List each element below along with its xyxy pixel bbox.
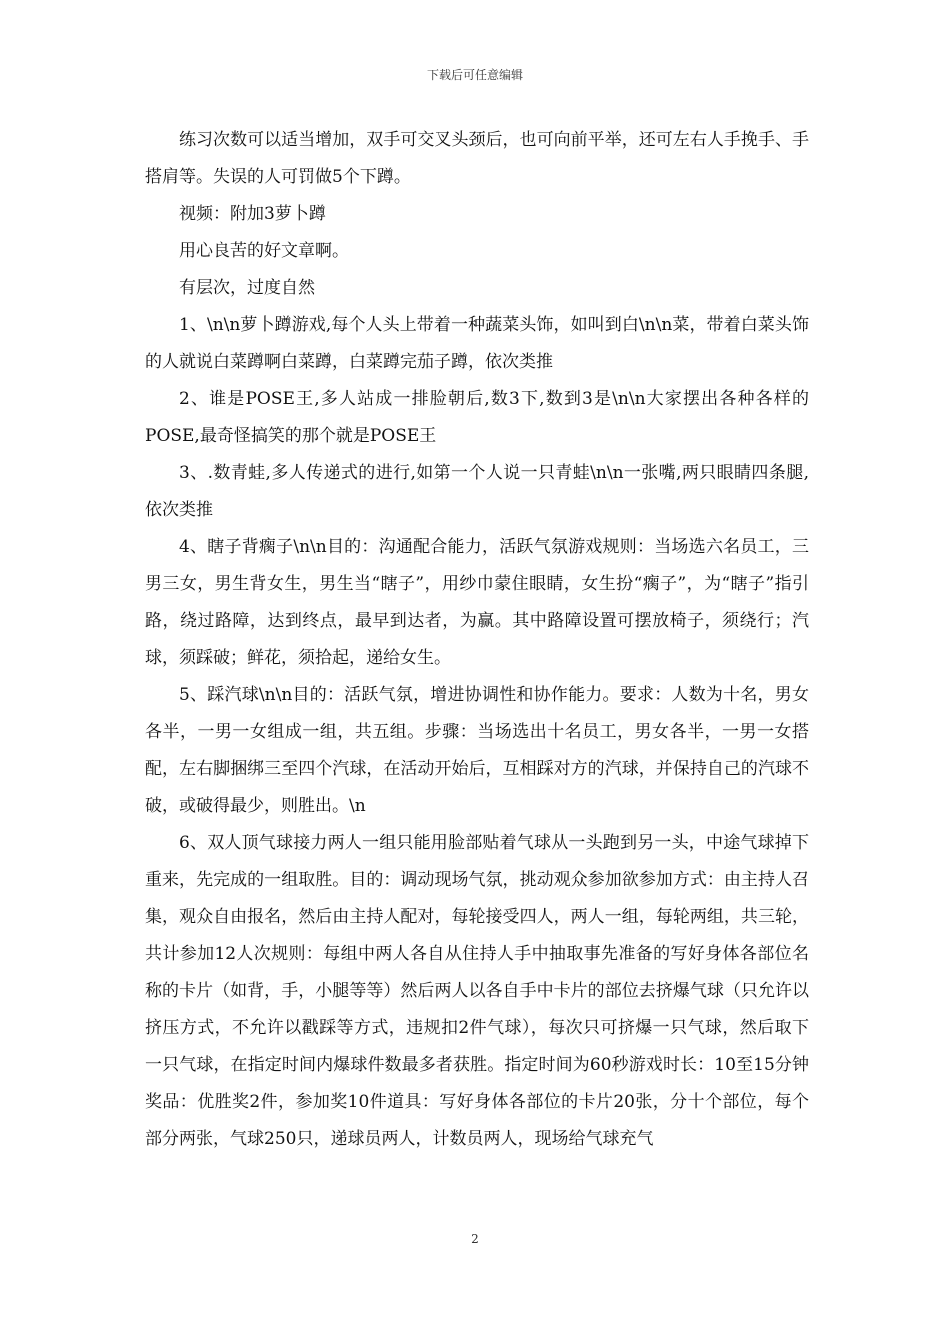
paragraph: 有层次，过度自然 [179, 278, 315, 298]
paragraph: 练习次数可以适当增加，双手可交叉头颈后，也可向前平举，还可左右人手挽手、手搭肩等。失误的人可罚做5个下蹲。 [145, 130, 809, 187]
paragraph: 2、谁是POSE王,多人站成一排脸朝后,数3下,数到3是\n\n大家摆出各种各样的POSE,最奇怪搞笑的那个就是POSE王 [145, 389, 809, 446]
paragraph: 视频：附加3萝卜蹲 [179, 204, 326, 224]
document-body [145, 122, 809, 1158]
paragraph: 4、瞎子背瘸子\n\n目的：沟通配合能力，活跃气氛游戏规则：当场选六名员工，三男三女，男生背女生，男生当“瞎子”，用纱巾蒙住眼睛，女生扮“瘸子”，为“瞎子”指引路，绕过路障，达到终点，最早到达者，为赢。其中路障设置可摆放椅子，须绕行；汽球，须踩破；鲜花，须拾起，递给女生。 [145, 537, 809, 668]
paragraph: 6、双人顶气球接力两人一组只能用脸部贴着气球从一头跑到另一头，中途气球掉下重来，先完成的一组取胜。目的：调动现场气氛，挑动观众参加欲参加方式：由主持人召集，观众自由报名，然后由主持人配对，每轮接受四人，两人一组，每轮两组，共三轮，共计参加12人次规则：每组中两人各自从住持人手中抽取事先准备的写好身体各部位名称的卡片（如背，手，小腿等等）然后两人以各自手中卡片的部位去挤爆气球（只允许以挤压方式，不允许以戳踩等方式，违规扣2件气球），每次只可挤爆一只气球，然后取下一只气球，在指定时间内爆球件数最多者获胜。指定时间为60秒游戏时长：10至15分钟奖品：优胜奖2件，参加奖10件道具：写好身体各部位的卡片20张，分十个部位，每个部分两张，气球250只，递球员两人，计数员两人，现场给气球充气 [145, 833, 809, 1149]
paragraph: 1、\n\n萝卜蹲游戏,每个人头上带着一种蔬菜头饰，如叫到白\n\n菜，带着白菜头饰的人就说白菜蹲啊白菜蹲，白菜蹲完茄子蹲，依次类推 [145, 315, 809, 372]
page-number: 2 [471, 1232, 479, 1246]
paragraph: 3、.数青蛙,多人传递式的进行,如第一个人说一只青蛙\n\n一张嘴,两只眼睛四条腿,依次类推 [145, 463, 809, 520]
paragraph: 用心良苦的好文章啊。 [179, 241, 349, 261]
paragraph: 5、踩汽球\n\n目的：活跃气氛，增进协调性和协作能力。要求：人数为十名，男女各半，一男一女组成一组，共五组。步骤：当场选出十名员工，男女各半，一男一女搭配，左右脚捆绑三至四个汽球，在活动开始后，互相踩对方的汽球，并保持自己的汽球不破，或破得最少，则胜出。\n [145, 685, 809, 816]
page-header: 下载后可任意编辑 [426, 68, 523, 82]
